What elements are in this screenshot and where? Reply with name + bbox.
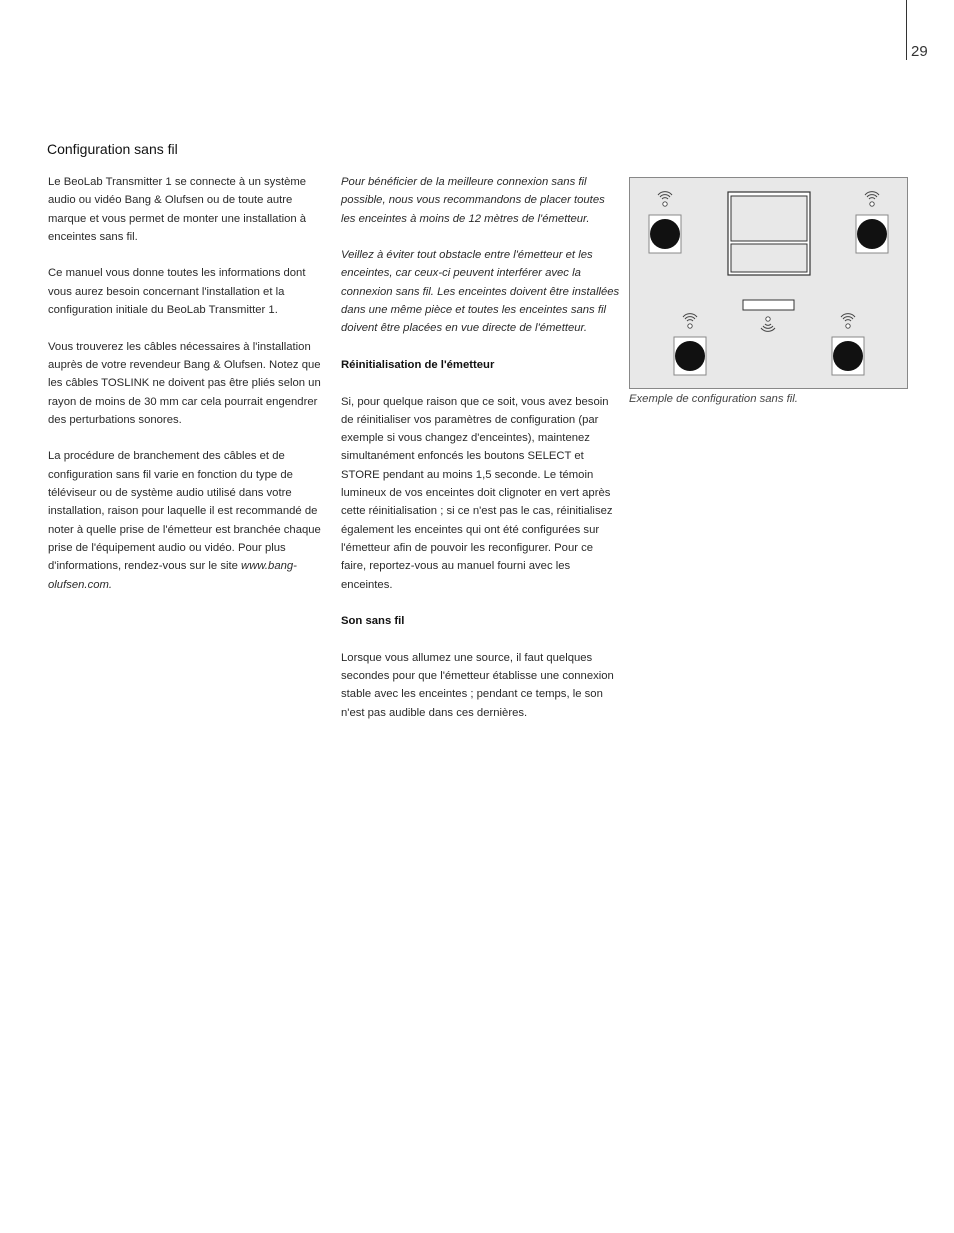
reset-paragraph: Si, pour quelque raison que ce soit, vous avez besoin de réinitialiser vos paramètres de configuration (par exemple si vous changez d'enceintes), maintenez simultanément enfoncés les boutons SELECT et STORE pendant au moins 1,5 seconde. Le témoin lumineux de vos enceintes doit clignoter en vert après cette réinitialisation ; si ce n'est pas le cas, réinitialisez également les enceintes qui ont été configurées sur l'émetteur afin de pouvoir les reconfigurer. Pour ce faire, reportez-vous au manuel fourni avec les enceintes. xyxy=(341,395,613,591)
tv-icon xyxy=(728,192,810,275)
wireless-signal-icon xyxy=(683,314,697,329)
page-edge-rule xyxy=(906,0,907,60)
cables-paragraph: Vous trouverez les câbles nécessaires à l'installation auprès de votre revendeur Bang & Olufsen. Notez que les câbles TOSLINK ne doivent pas être pliés selon un rayon de moins de 30 mm car cela pourrait engendrer des perturbations sonores. xyxy=(48,340,321,426)
speaker-icon xyxy=(856,215,888,253)
connection-procedure-paragraph xyxy=(48,447,328,593)
manual-info-paragraph: Ce manuel vous donne toutes les informations dont vous aurez besoin concernant l'installation et la configuration initiale du BeoLab Transmitter 1. xyxy=(48,267,306,317)
diagram-svg xyxy=(630,178,907,388)
connection-procedure-text: La procédure de branchement des câbles et de configuration sans fil varie en fonction du type de téléviseur ou de système audio utilisé dans votre installation, raison pour laquelle il est recommandé de noter à quelle prise de l'émetteur est branchée chaque prise de l'équipement audio ou vidéo. Pour plus d'informations, rendez-vous sur le site xyxy=(48,450,321,573)
speaker-icon xyxy=(674,337,706,375)
wireless-signal-icon xyxy=(841,314,855,329)
wireless-sound-paragraph: Lorsque vous allumez une source, il faut quelques secondes pour que l'émetteur établisse une connexion stable avec les enceintes ; pendant ce temps, le son n'est pas audible dans ces dernières. xyxy=(341,651,614,719)
page-number: 29 xyxy=(911,43,928,60)
wireless-signal-icon xyxy=(658,192,672,207)
text-column-middle xyxy=(341,173,621,722)
text-column-left xyxy=(48,173,328,594)
wireless-setup-diagram xyxy=(629,177,908,389)
transmitter-icon xyxy=(743,300,794,310)
wireless-sound-heading: Son sans fil xyxy=(341,615,405,628)
figure-caption: Exemple de configuration sans fil. xyxy=(629,393,798,405)
speaker-icon xyxy=(832,337,864,375)
distance-tip-paragraph: Pour bénéficier de la meilleure connexion sans fil possible, nous vous recommandons de placer toutes les enceintes à moins de 12 mètres de l'émetteur. xyxy=(341,176,605,225)
intro-paragraph: Le BeoLab Transmitter 1 se connecte à un système audio ou vidéo Bang & Olufsen ou de toute autre marque et vous permet de monter une installation à enceintes sans fil. xyxy=(48,176,307,243)
website-link[interactable]: www.bang-olufsen.com. xyxy=(48,560,297,591)
obstacle-tip-paragraph: Veillez à éviter tout obstacle entre l'émetteur et les enceintes, car ceux-ci peuvent interférer avec la connexion sans fil. Les enceintes doivent être installées dans une même pièce et toutes les enceintes sans fil doivent être placées en vue directe de l'émetteur. xyxy=(341,249,620,335)
wireless-signal-icon xyxy=(865,192,879,207)
wireless-signal-icon xyxy=(761,317,775,332)
speaker-icon xyxy=(649,215,681,253)
reset-heading: Réinitialisation de l'émetteur xyxy=(341,358,495,371)
section-title: Configuration sans fil xyxy=(47,141,178,157)
